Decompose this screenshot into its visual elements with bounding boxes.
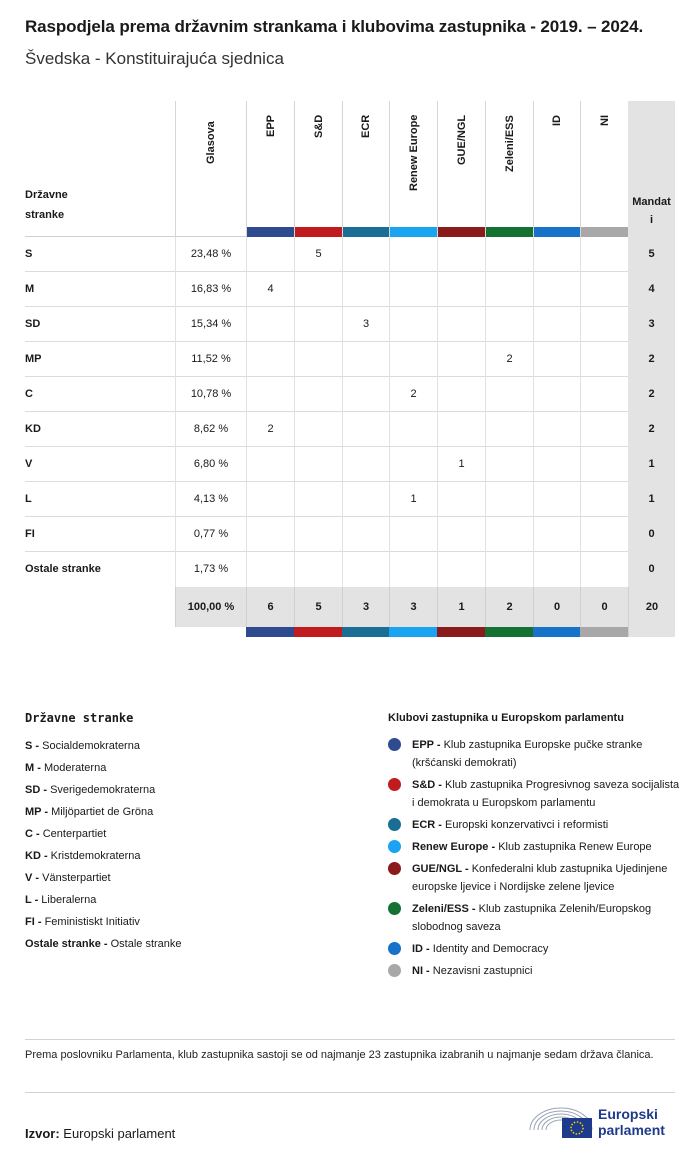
total-group-seats-cell: 3 (342, 587, 389, 627)
group-seats-cell (389, 552, 437, 587)
group-color-bar (343, 227, 389, 237)
party-legend (25, 711, 355, 955)
group-seats-cell (580, 482, 628, 517)
party-legend-item (25, 845, 355, 867)
party-legend-name: Moderaterna (43, 762, 107, 774)
group-seats-cell (294, 272, 342, 307)
group-column-label: ID (551, 115, 563, 126)
group-seats-cell (437, 377, 485, 412)
group-color-dot-icon (388, 840, 401, 853)
party-legend-abbr: L - (25, 894, 42, 906)
group-seats-cell (533, 552, 580, 587)
group-legend-abbr: ID - (412, 943, 433, 955)
group-color-bar (438, 227, 485, 237)
votes-cell: 16,83 % (175, 272, 246, 307)
group-seats-cell (533, 517, 580, 552)
party-legend-abbr: C - (25, 828, 43, 840)
table-row (25, 342, 675, 377)
group-seats-cell (580, 272, 628, 307)
group-seats-cell (485, 412, 533, 447)
total-group-seats-cell: 5 (294, 587, 342, 627)
party-cell: SD (25, 318, 41, 330)
party-legend-name: Socialdemokraterna (42, 740, 140, 752)
party-legend-name: Vänsterpartiet (42, 872, 111, 884)
table-header (25, 101, 675, 237)
party-legend-item (25, 889, 355, 911)
table-row (25, 552, 675, 587)
group-seats-cell (580, 552, 628, 587)
seats-cell: 1 (628, 447, 675, 482)
group-seats-cell (389, 272, 437, 307)
group-legend-name: Konfederalni klub zastupnika Ujedinjene europske ljevice i Nordijske zelene ljevice (412, 863, 668, 893)
seats-cell: 2 (628, 412, 675, 447)
group-seats-cell (437, 412, 485, 447)
group-column-label: EPP (264, 115, 277, 138)
group-seats-cell (580, 447, 628, 482)
group-seats-cell: 3 (342, 307, 389, 342)
party-legend-item (25, 823, 355, 845)
votes-cell: 6,80 % (175, 447, 246, 482)
group-legend-item (388, 900, 680, 936)
group-color-bar (247, 227, 294, 237)
group-seats-cell (342, 482, 389, 517)
seats-cell: 5 (628, 237, 675, 272)
group-seats-cell (389, 447, 437, 482)
party-legend-name: Ostale stranke (110, 938, 182, 950)
seats-cell: 2 (628, 377, 675, 412)
group-seats-cell (294, 412, 342, 447)
group-seats-cell (580, 237, 628, 272)
group-legend-abbr: S&D - (412, 779, 445, 791)
party-legend-abbr: Ostale stranke - (25, 938, 111, 950)
total-votes-cell: 100,00 % (175, 587, 246, 627)
group-seats-cell (294, 342, 342, 377)
totals-row (25, 587, 675, 637)
group-color-dot-icon (388, 738, 401, 751)
group-seats-cell (580, 412, 628, 447)
group-color-bar (390, 227, 437, 237)
group-color-dot-icon (388, 818, 401, 831)
group-color-dot-icon (388, 862, 401, 875)
table-row (25, 412, 675, 447)
group-seats-cell (533, 342, 580, 377)
group-column-label: ECR (360, 115, 372, 139)
group-legend-item (388, 940, 680, 958)
logo-text: Europski parlament (598, 1106, 665, 1138)
group-legend (388, 712, 680, 984)
votes-column-header: Glasova (175, 101, 246, 237)
group-legend-name: Europski konzervativci i reformisti (445, 819, 609, 831)
group-legend-abbr: Zeleni/ESS - (412, 903, 479, 915)
group-column-label: Zeleni/ESS (503, 115, 516, 172)
group-legend-abbr: ECR - (412, 819, 445, 831)
party-legend-name: Kristdemokraterna (50, 850, 141, 862)
votes-cell: 15,34 % (175, 307, 246, 342)
party-cell: MP (25, 353, 42, 365)
group-seats-cell (342, 552, 389, 587)
group-seats-cell (342, 517, 389, 552)
group-seats-cell (246, 552, 294, 587)
divider (25, 1092, 675, 1093)
party-legend-abbr: MP - (25, 806, 52, 818)
source-value: Europski parlament (59, 1126, 176, 1141)
group-seats-cell (533, 307, 580, 342)
total-group-seats-cell: 0 (580, 587, 628, 627)
source-label: Izvor: (25, 1126, 60, 1141)
group-color-bar (581, 227, 628, 237)
party-cell: Ostale stranke (25, 563, 101, 575)
seats-column-header: Mandat i (628, 101, 675, 237)
group-seats-cell (437, 237, 485, 272)
group-seats-cell (342, 377, 389, 412)
group-seats-cell (342, 272, 389, 307)
group-column-header-zeleni-ess (485, 101, 533, 237)
seats-cell: 0 (628, 517, 675, 552)
total-group-seats-cell: 1 (437, 587, 485, 627)
table-row (25, 272, 675, 307)
group-legend-item (388, 962, 680, 980)
group-seats-cell (389, 237, 437, 272)
group-seats-cell (294, 447, 342, 482)
group-seats-cell: 1 (437, 447, 485, 482)
group-seats-cell (485, 482, 533, 517)
seats-cell: 4 (628, 272, 675, 307)
group-seats-cell: 5 (294, 237, 342, 272)
group-color-bar (246, 627, 294, 637)
group-legend-item (388, 860, 680, 896)
group-seats-cell (294, 377, 342, 412)
group-legend-name: Identity and Democracy (432, 943, 549, 955)
group-color-dot-icon (388, 778, 401, 791)
group-seats-cell: 2 (389, 377, 437, 412)
party-legend-item (25, 911, 355, 933)
votes-cell: 0,77 % (175, 517, 246, 552)
group-seats-cell (533, 447, 580, 482)
group-color-bar (294, 627, 342, 637)
group-seats-cell (389, 517, 437, 552)
group-seats-cell (580, 517, 628, 552)
group-color-bar (486, 227, 533, 237)
group-legend-name: Klub zastupnika Progresivnog saveza socijalista i demokrata u Europskom parlamentu (412, 779, 680, 809)
group-legend-name: Klub zastupnika Zelenih/Europskog slobodnog saveza (412, 903, 652, 933)
group-seats-cell (389, 307, 437, 342)
group-color-bar (533, 627, 580, 637)
group-seats-cell (533, 272, 580, 307)
group-seats-cell (437, 307, 485, 342)
group-color-bar (534, 227, 580, 237)
table-row (25, 517, 675, 552)
party-legend-item (25, 867, 355, 889)
table-row (25, 307, 675, 342)
group-column-label: GUE/NGL (455, 115, 468, 166)
party-cell: C (25, 388, 33, 400)
party-legend-name: Liberalerna (41, 894, 97, 906)
group-legend-abbr: GUE/NGL - (412, 863, 472, 875)
group-seats-cell (389, 412, 437, 447)
table-row (25, 447, 675, 482)
party-cell: FI (25, 528, 35, 540)
group-legend-item (388, 816, 680, 834)
group-seats-cell (533, 412, 580, 447)
group-seats-cell (294, 517, 342, 552)
group-color-bar (485, 627, 533, 637)
group-column-header-id (533, 101, 580, 237)
votes-cell: 11,52 % (175, 342, 246, 377)
seats-cell: 1 (628, 482, 675, 517)
group-seats-cell (485, 552, 533, 587)
party-cell: L (25, 493, 32, 505)
hemicycle-logo-icon (528, 1100, 594, 1140)
group-color-bar (437, 627, 485, 637)
page-subtitle: Švedska - Konstituirajuća sjednica (25, 49, 284, 68)
group-legend-title: Klubovi zastupnika u Europskom parlamentu (388, 712, 624, 724)
votes-cell: 23,48 % (175, 237, 246, 272)
group-seats-cell (389, 342, 437, 377)
group-seats-cell (533, 377, 580, 412)
group-column-header-ecr (342, 101, 389, 237)
group-column-header-ni (580, 101, 628, 237)
group-seats-cell (342, 447, 389, 482)
group-seats-cell (437, 517, 485, 552)
group-seats-cell (246, 517, 294, 552)
group-color-bar (295, 227, 342, 237)
party-legend-name: Sverigedemokraterna (50, 784, 156, 796)
party-cell: S (25, 248, 33, 260)
group-legend-name: Klub zastupnika Europske pučke stranke (kršćanski demokrati) (412, 739, 643, 769)
group-seats-cell: 2 (485, 342, 533, 377)
group-seats-cell (246, 377, 294, 412)
party-cell: V (25, 458, 33, 470)
total-group-seats-cell: 6 (246, 587, 294, 627)
group-column-header-s-d (294, 101, 342, 237)
group-legend-abbr: Renew Europe - (412, 841, 499, 853)
group-seats-cell (485, 237, 533, 272)
group-legend-item (388, 736, 680, 772)
party-legend-item (25, 757, 355, 779)
group-seats-cell (246, 482, 294, 517)
group-seats-cell (485, 447, 533, 482)
votes-cell: 1,73 % (175, 552, 246, 587)
total-group-seats-cell: 0 (533, 587, 580, 627)
group-column-header-gue-ngl (437, 101, 485, 237)
table-row (25, 237, 675, 272)
group-legend-item (388, 838, 680, 856)
party-cell: KD (25, 423, 41, 435)
seat-distribution-table (25, 101, 675, 637)
group-seats-cell (294, 482, 342, 517)
table-body (25, 237, 675, 587)
group-seats-cell (342, 412, 389, 447)
group-seats-cell (485, 307, 533, 342)
party-legend-item (25, 779, 355, 801)
seats-cell: 0 (628, 552, 675, 587)
group-color-bar (342, 627, 389, 637)
group-color-dot-icon (388, 902, 401, 915)
total-seats-cell: 20 (628, 587, 675, 637)
group-legend-item (388, 776, 680, 812)
party-legend-name: Miljöpartiet de Gröna (51, 806, 154, 818)
group-color-bar (389, 627, 437, 637)
group-legend-name: Nezavisni zastupnici (432, 965, 533, 977)
seats-cell: 2 (628, 342, 675, 377)
group-legend-name: Klub zastupnika Renew Europe (498, 841, 652, 853)
total-group-seats-cell: 2 (485, 587, 533, 627)
group-seats-cell (342, 342, 389, 377)
group-column-label: S&D (312, 115, 325, 139)
group-seats-cell (437, 342, 485, 377)
group-seats-cell (580, 307, 628, 342)
party-legend-abbr: FI - (25, 916, 45, 928)
group-seats-cell: 2 (246, 412, 294, 447)
party-legend-name: Feministiskt Initiativ (44, 916, 140, 928)
party-legend-abbr: KD - (25, 850, 51, 862)
party-legend-name: Centerpartiet (42, 828, 107, 840)
group-seats-cell (485, 517, 533, 552)
group-legend-abbr: NI - (412, 965, 433, 977)
group-seats-cell (246, 342, 294, 377)
group-seats-cell (294, 307, 342, 342)
group-seats-cell (533, 237, 580, 272)
group-seats-cell: 4 (246, 272, 294, 307)
group-legend-abbr: EPP - (412, 739, 444, 751)
votes-cell: 10,78 % (175, 377, 246, 412)
group-seats-cell (437, 482, 485, 517)
group-seats-cell: 1 (389, 482, 437, 517)
footnote: Prema poslovniku Parlamenta, klub zastupnika sastoji se od najmanje 23 zastupnika izabranih u najmanje sedam država članica. (25, 1049, 654, 1061)
votes-cell: 4,13 % (175, 482, 246, 517)
group-seats-cell (533, 482, 580, 517)
seats-cell: 3 (628, 307, 675, 342)
group-seats-cell (485, 377, 533, 412)
group-seats-cell (437, 552, 485, 587)
source-line (25, 1126, 175, 1141)
party-legend-item (25, 933, 355, 955)
party-legend-abbr: M - (25, 762, 44, 774)
party-legend-title: Državne stranke (25, 711, 134, 725)
table-row (25, 377, 675, 412)
group-column-header-epp (246, 101, 294, 237)
total-group-seats-cell: 3 (389, 587, 437, 627)
group-seats-cell (580, 377, 628, 412)
group-seats-cell (246, 237, 294, 272)
group-color-bar (580, 627, 628, 637)
party-legend-abbr: V - (25, 872, 43, 884)
party-cell: M (25, 283, 35, 295)
party-legend-item (25, 801, 355, 823)
group-seats-cell (294, 552, 342, 587)
votes-cell: 8,62 % (175, 412, 246, 447)
party-legend-abbr: S - (25, 740, 43, 752)
group-color-dot-icon (388, 942, 401, 955)
party-legend-abbr: SD - (25, 784, 51, 796)
group-column-label: NI (598, 115, 611, 126)
group-color-dot-icon (388, 964, 401, 977)
group-seats-cell (342, 237, 389, 272)
party-legend-item (25, 735, 355, 757)
europarl-logo (528, 1100, 678, 1142)
group-seats-cell (485, 272, 533, 307)
table-row (25, 482, 675, 517)
totals-blank-cell (25, 587, 175, 627)
group-column-header-renew-europe (389, 101, 437, 237)
group-seats-cell (246, 307, 294, 342)
group-seats-cell (246, 447, 294, 482)
group-seats-cell (580, 342, 628, 377)
group-column-label: Renew Europe (407, 115, 420, 192)
party-column-header: Državne stranke (25, 189, 68, 221)
page-title: Raspodjela prema državnim strankama i klubovima zastupnika - 2019. – 2024. (25, 17, 644, 36)
group-seats-cell (437, 272, 485, 307)
divider (25, 1039, 675, 1040)
